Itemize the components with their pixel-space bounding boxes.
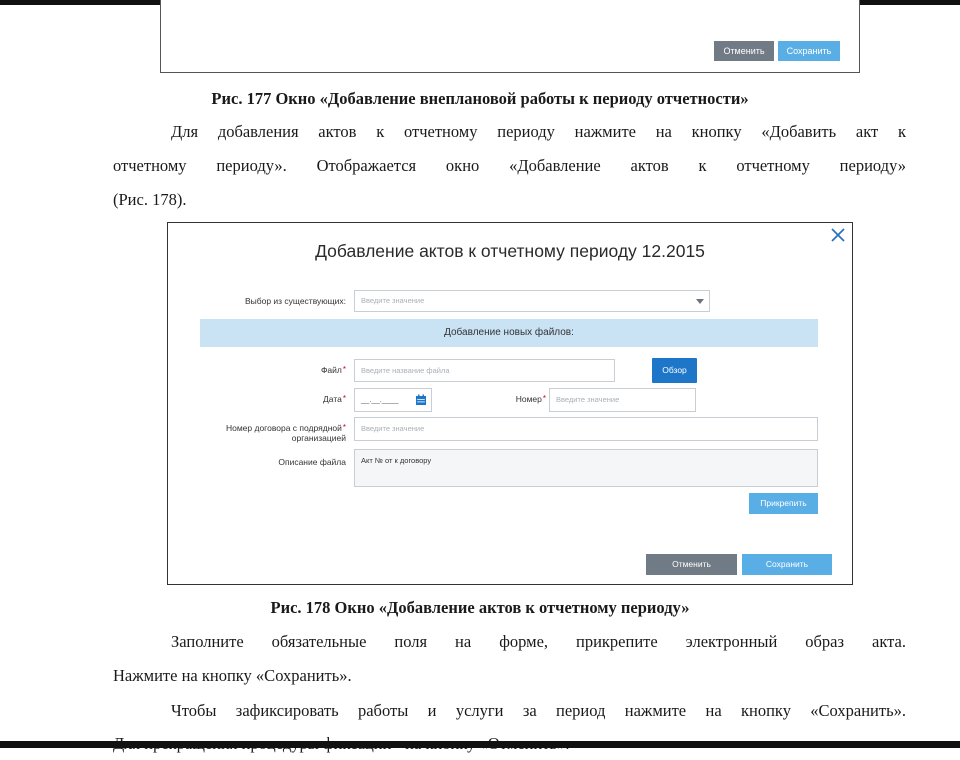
previous-save-button[interactable]: Сохранить <box>778 41 840 61</box>
date-mask: __.__.____ <box>361 395 399 404</box>
calendar-icon[interactable] <box>415 394 427 406</box>
instruction-line-1: Заполните обязательные поля на форме, прикрепите электронный образ акта. <box>171 632 906 651</box>
file-name-input[interactable]: Введите название файла <box>354 359 615 382</box>
instruction-line-3: Чтобы зафиксировать работы и услуги за период нажмите на кнопку «Сохранить». <box>171 701 906 720</box>
save-button[interactable]: Сохранить <box>742 554 832 575</box>
number-label: Номер* <box>515 394 546 404</box>
required-mark: * <box>342 365 346 374</box>
contract-number-label: Номер договора с подрядной* организацией <box>225 423 346 443</box>
select-existing-placeholder: Введите значение <box>361 296 425 305</box>
new-files-section-header: Добавление новых файлов: <box>200 319 818 347</box>
close-icon[interactable] <box>828 225 848 245</box>
instruction-line-2: Нажмите на кнопку «Сохранить». <box>113 666 352 685</box>
description-label: Описание файла <box>278 457 346 467</box>
photo-bottom-edge <box>0 741 960 748</box>
number-input[interactable]: Введите значение <box>549 388 696 412</box>
file-label: Файл* <box>320 365 346 375</box>
previous-cancel-button[interactable]: Отменить <box>714 41 774 61</box>
required-mark: * <box>342 394 346 403</box>
date-input[interactable] <box>354 388 432 412</box>
add-acts-dialog <box>167 222 853 585</box>
select-existing-dropdown[interactable] <box>354 290 710 312</box>
required-mark: * <box>342 423 346 432</box>
attach-button[interactable]: Прикрепить <box>749 493 818 514</box>
chevron-down-icon <box>696 299 704 304</box>
date-label: Дата* <box>323 394 346 404</box>
previous-figure-window <box>160 0 860 73</box>
figure-177-caption: Рис. 177 Окно «Добавление внеплановой работы к периоду отчетности» <box>211 89 749 108</box>
cancel-button[interactable]: Отменить <box>646 554 737 575</box>
contract-number-input[interactable]: Введите значение <box>354 417 818 441</box>
intro-line-1: Для добавления актов к отчетному периоду нажмите на кнопку «Добавить акт к <box>171 122 906 141</box>
browse-button[interactable]: Обзор <box>652 358 697 383</box>
description-textarea[interactable]: Акт № от к договору <box>354 449 818 487</box>
intro-line-3: (Рис. 178). <box>113 190 187 209</box>
dialog-title: Добавление актов к отчетному периоду 12.2015 <box>315 241 705 261</box>
select-existing-label: Выбор из существующих: <box>244 296 346 306</box>
figure-178-caption: Рис. 178 Окно «Добавление актов к отчетному периоду» <box>270 598 690 617</box>
required-mark: * <box>542 394 546 403</box>
intro-line-2: отчетному периоду». Отображается окно «Добавление актов к отчетному периоду» <box>113 156 906 175</box>
